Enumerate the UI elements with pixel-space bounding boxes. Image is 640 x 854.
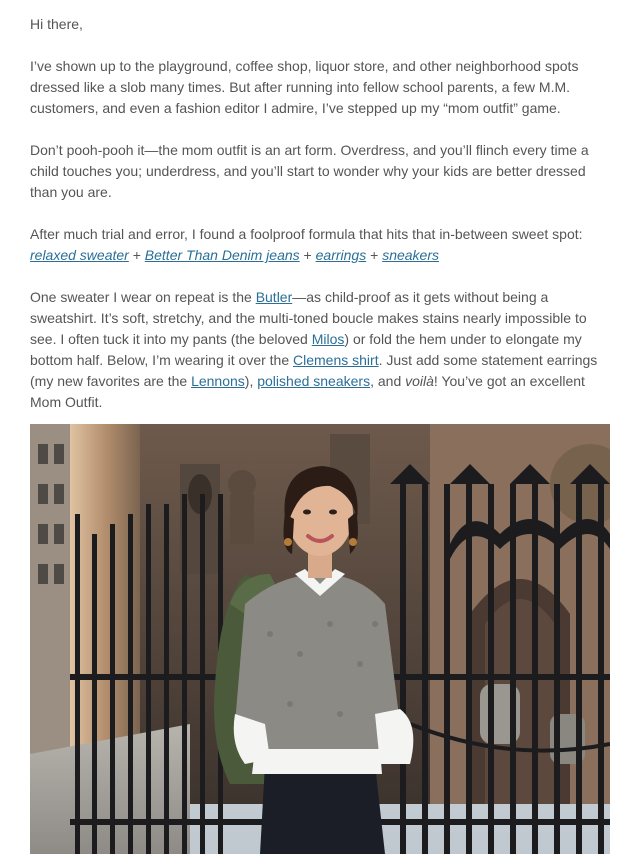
sweater-paragraph: [30, 287, 610, 413]
text: —as child-proof as it gets without being a sweatshirt. It’s soft, stretchy, and the multi-toned boucle makes stains nearly impossible to see. I often tuck it into my pants (the beloved: [30, 289, 587, 347]
link-earrings[interactable]: earrings: [315, 247, 367, 263]
plus-sign: +: [128, 247, 145, 263]
intro-paragraph: I’ve shown up to the playground, coffee shop, liquor store, and other neighborhood spots dressed like a slob many times. But after running into fellow school parents, a few M.M. customers, and even a fashion editor I admire, I’ve stepped up my “mom outfit” game.: [30, 58, 579, 116]
text: ) or fold the hem under to elongate my bottom half. Below, I’m wearing it over the: [30, 331, 582, 368]
text: ),: [244, 373, 258, 389]
formula-intro: After much trial and error, I found a foolproof formula that hits that in-between sweet spot:: [30, 226, 583, 242]
link-sneakers[interactable]: sneakers: [382, 247, 439, 263]
link-milos[interactable]: Milos: [311, 331, 345, 347]
formula-paragraph: [30, 224, 610, 266]
text: . Just add some statement earrings (my new favorites are the: [30, 352, 598, 389]
link-relaxed-sweater[interactable]: relaxed sweater: [30, 247, 129, 263]
voila-text: voilà: [405, 373, 434, 389]
greeting: Hi there,: [30, 16, 83, 32]
link-butler[interactable]: Butler: [255, 289, 293, 305]
text: One sweater I wear on repeat is the: [30, 289, 256, 305]
link-polished-sneakers[interactable]: polished sneakers: [257, 373, 371, 389]
mom-outfit-paragraph: Don’t pooh-pooh it—the mom outfit is an art form. Overdress, and you’ll flinch every time a child touches you; underdress, and you’ll start to wonder why your kids are better dressed than you are.: [30, 142, 589, 200]
text: , and: [370, 373, 406, 389]
plus-sign: +: [366, 247, 383, 263]
photo-illustration: [30, 424, 610, 854]
photo-woman-in-gray-sweater[interactable]: [30, 424, 610, 854]
link-better-than-denim-jeans[interactable]: Better Than Denim jeans: [144, 247, 300, 263]
text: ! You’ve got an excellent Mom Outfit.: [30, 373, 585, 410]
email-body: [30, 14, 610, 434]
link-lennons[interactable]: Lennons: [191, 373, 245, 389]
link-clemens-shirt[interactable]: Clemens shirt: [293, 352, 379, 368]
plus-sign: +: [299, 247, 316, 263]
